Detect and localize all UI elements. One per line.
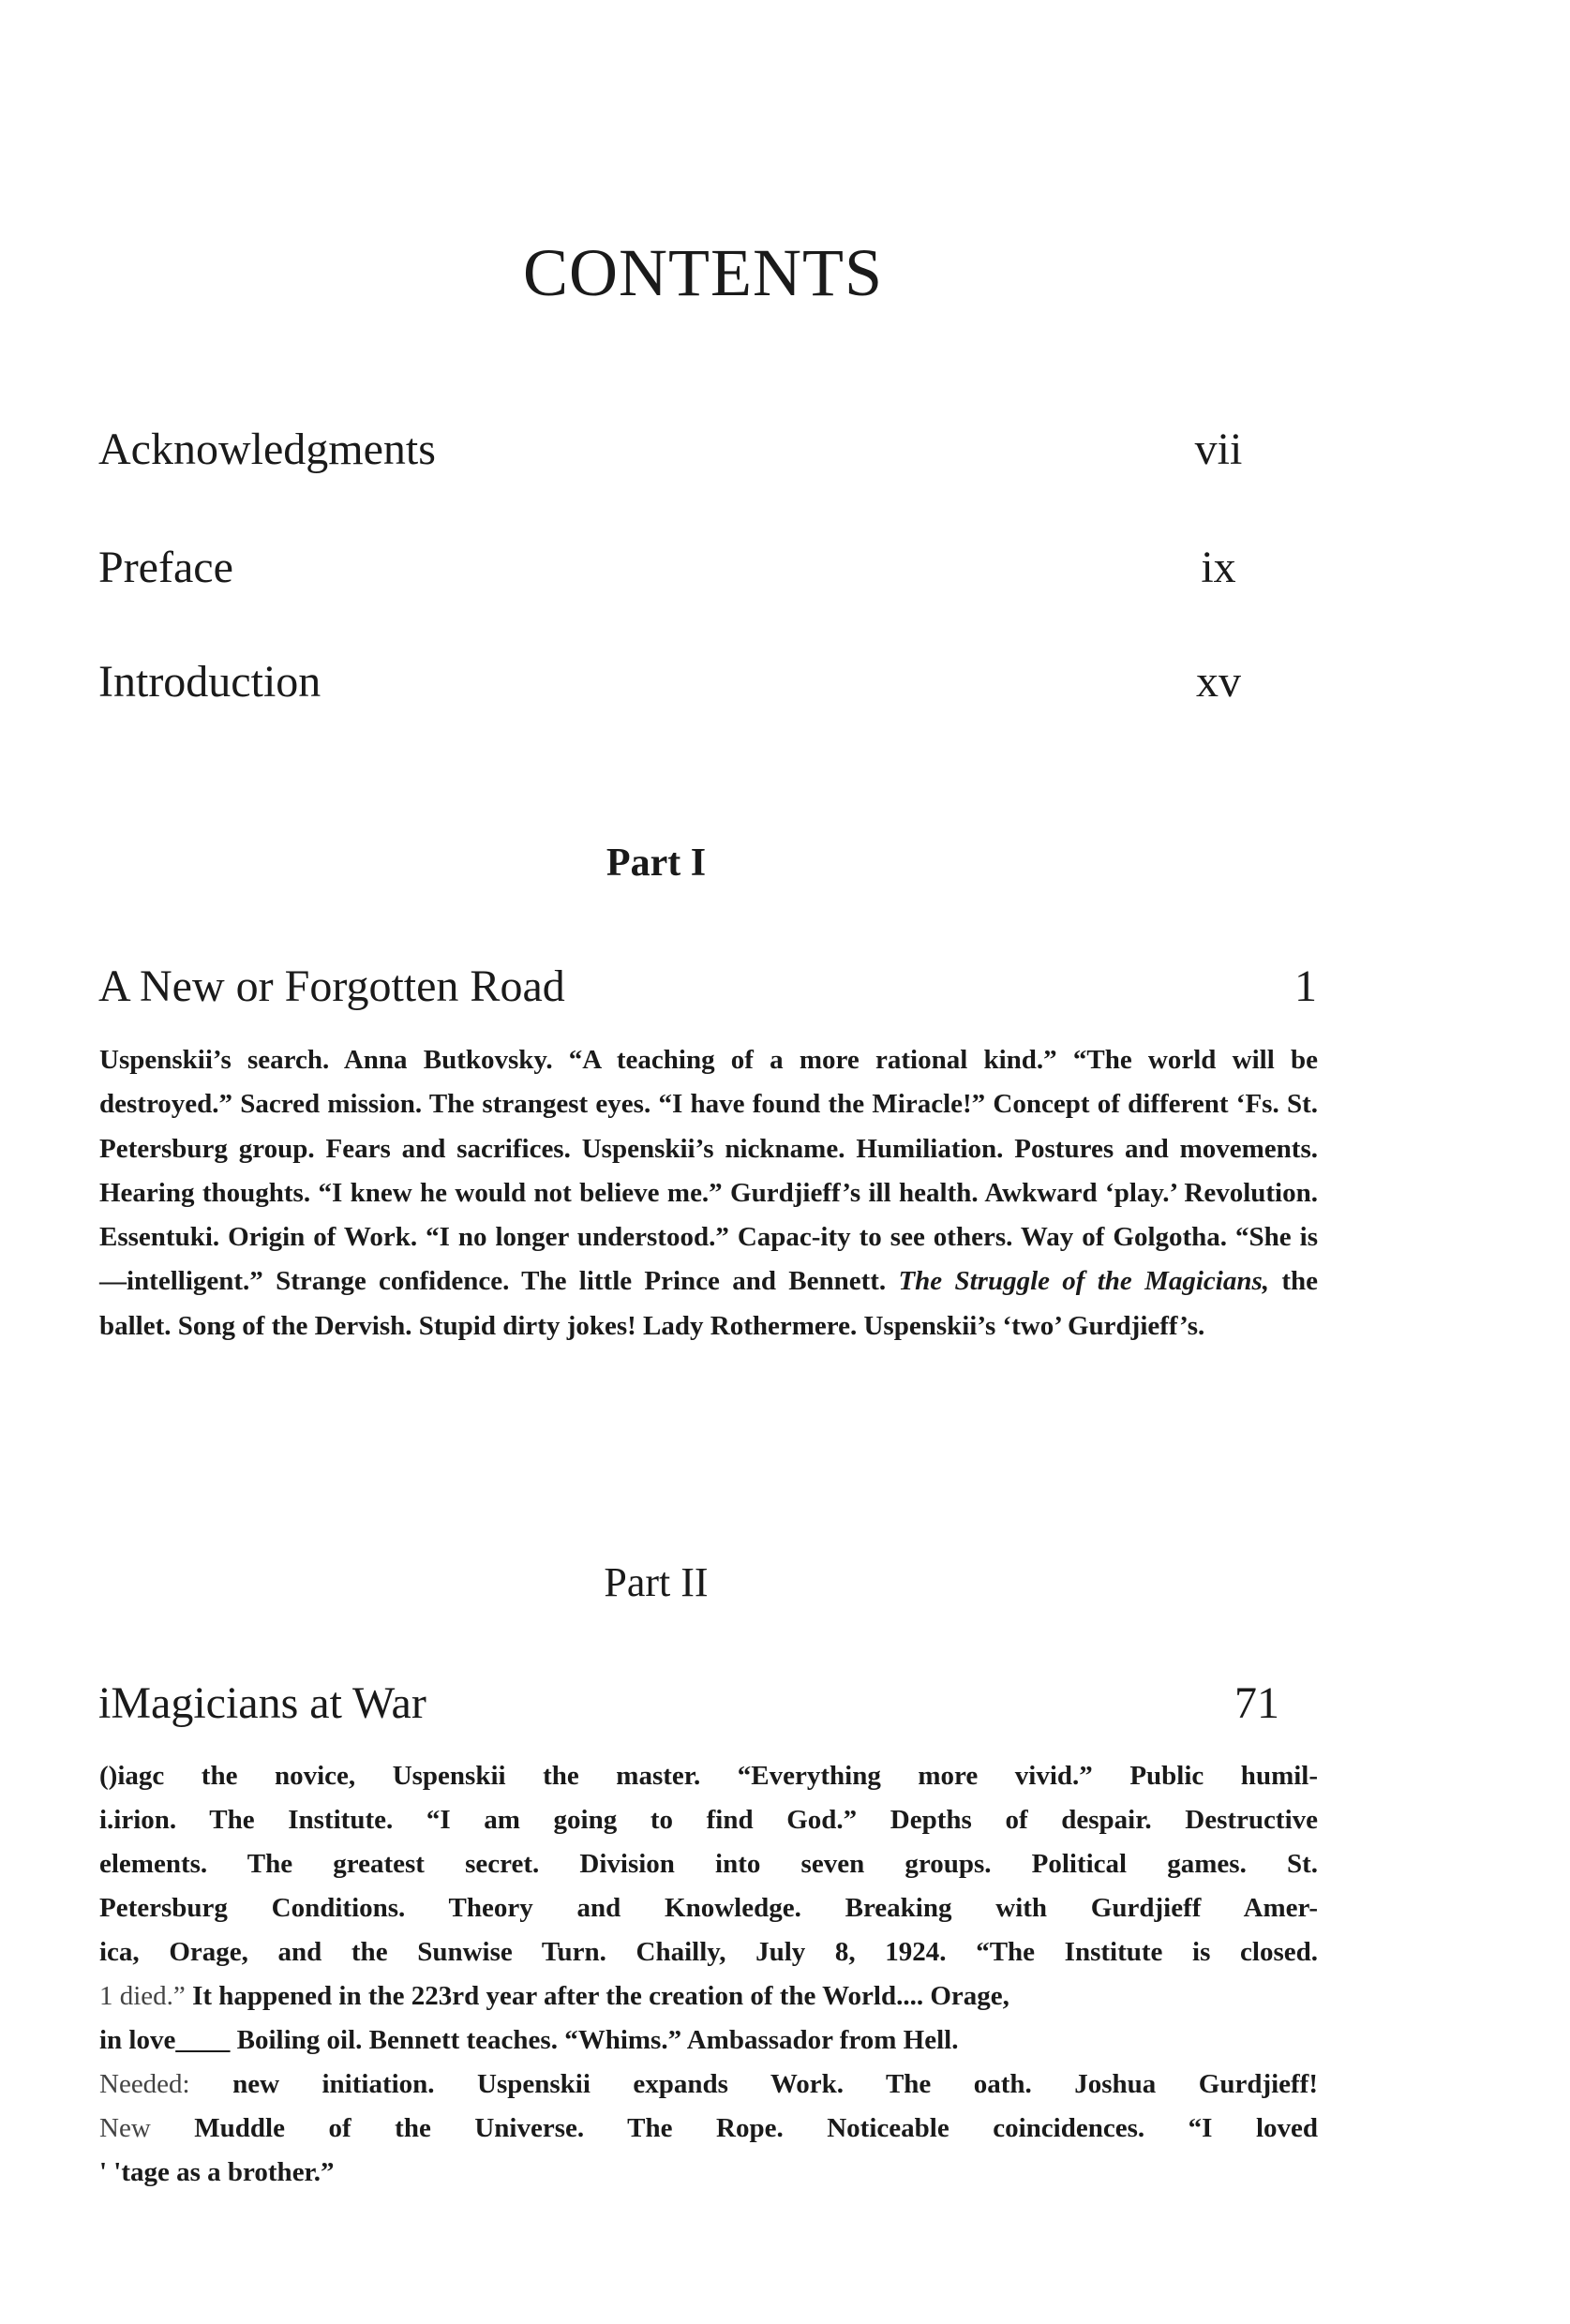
summary-line: ica, Orage, and the Sunwise Turn. Chailly, July 8, 1924. “The Institute is closed. xyxy=(99,1937,1318,1967)
toc-entry-page: ix xyxy=(1201,543,1236,592)
chapter-title: iMagicians at War xyxy=(98,1678,426,1728)
summary-line-text: Muddle of the Universe. The Rope. Noticeable coincidences. “I loved xyxy=(150,2113,1318,2143)
chapter-page: 71 xyxy=(1234,1678,1279,1728)
summary-line-faint: New xyxy=(99,2113,151,2143)
summary-italic-title: The Struggle of the Magicians, xyxy=(898,1266,1270,1297)
summary-line xyxy=(99,2063,1318,2107)
summary-line: ()iagc the novice, Uspenskii the master. “Everything more vivid.” Public humil- xyxy=(99,1761,1318,1791)
summary-text-b: the ballet. Song of the Dervish. Stupid dirty jokes! Lady Rothermere. Uspenskii’s ‘two’ Gurdjieff’s. xyxy=(99,1266,1318,1341)
toc-entry-title: Preface xyxy=(98,543,233,592)
summary-line-faint: 1 died.” xyxy=(99,1981,186,2011)
summary-line-text: It happened in the 223rd year after the creation of the World.... Orage, xyxy=(185,1981,1009,2011)
summary-line: Petersburg Conditions. Theory and Knowledge. Breaking with Gurdjieff Amer- xyxy=(99,1893,1318,1923)
chapter-page: 1 xyxy=(1294,961,1317,1011)
summary-line: elements. The greatest secret. Division into seven groups. Political games. St. xyxy=(99,1849,1318,1879)
chapter-2-summary xyxy=(99,1754,1318,2195)
part-2-heading: Part II xyxy=(604,1559,709,1605)
summary-line-text: new initiation. Uspenskii expands Work. The oath. Joshua Gurdjieff! xyxy=(189,2069,1318,2099)
summary-line xyxy=(99,1974,1318,2019)
toc-entry-title: Acknowledgments xyxy=(98,425,436,474)
chapter-title: A New or Forgotten Road xyxy=(98,961,565,1011)
page-title: CONTENTS xyxy=(523,235,883,310)
chapter-1-summary xyxy=(99,1038,1318,1348)
toc-entry-page: xv xyxy=(1196,657,1241,707)
summary-text-a: Uspenskii’s search. Anna Butkovsky. “A teaching of a more rational kind.” “The world will be destroyed.” Sacred mission. The strangest eyes. “I have found the Miracle!” Concept of different ‘Fs. St. Petersburg group. Fears and sacrifices. Uspenskii’s nickname. Humiliation. Postures and movements. Hearing thoughts. “I knew he would not believe me.” Gurdjieff’s ill health. Awkward ‘play.’ Revolution. Essentuki. Origin of Work. “I no longer understood.” Capac-ity to see others. Way of Golgotha. “She is—intelligent.” Strange confidence. The little Prince and Bennett. xyxy=(99,1045,1318,1297)
toc-entry-page: vii xyxy=(1194,425,1243,474)
summary-line-faint: Needed: xyxy=(99,2069,190,2099)
summary-line: i.irion. The Institute. “I am going to find God.” Depths of despair. Destructive xyxy=(99,1805,1318,1835)
summary-line: ' 'tage as a brother.” xyxy=(99,2157,335,2187)
part-1-heading: Part I xyxy=(606,842,707,885)
summary-line xyxy=(99,2107,1318,2151)
summary-line: in love____ Boiling oil. Bennett teaches. “Whims.” Ambassador from Hell. xyxy=(99,2025,959,2055)
toc-entry-title: Introduction xyxy=(98,657,321,707)
